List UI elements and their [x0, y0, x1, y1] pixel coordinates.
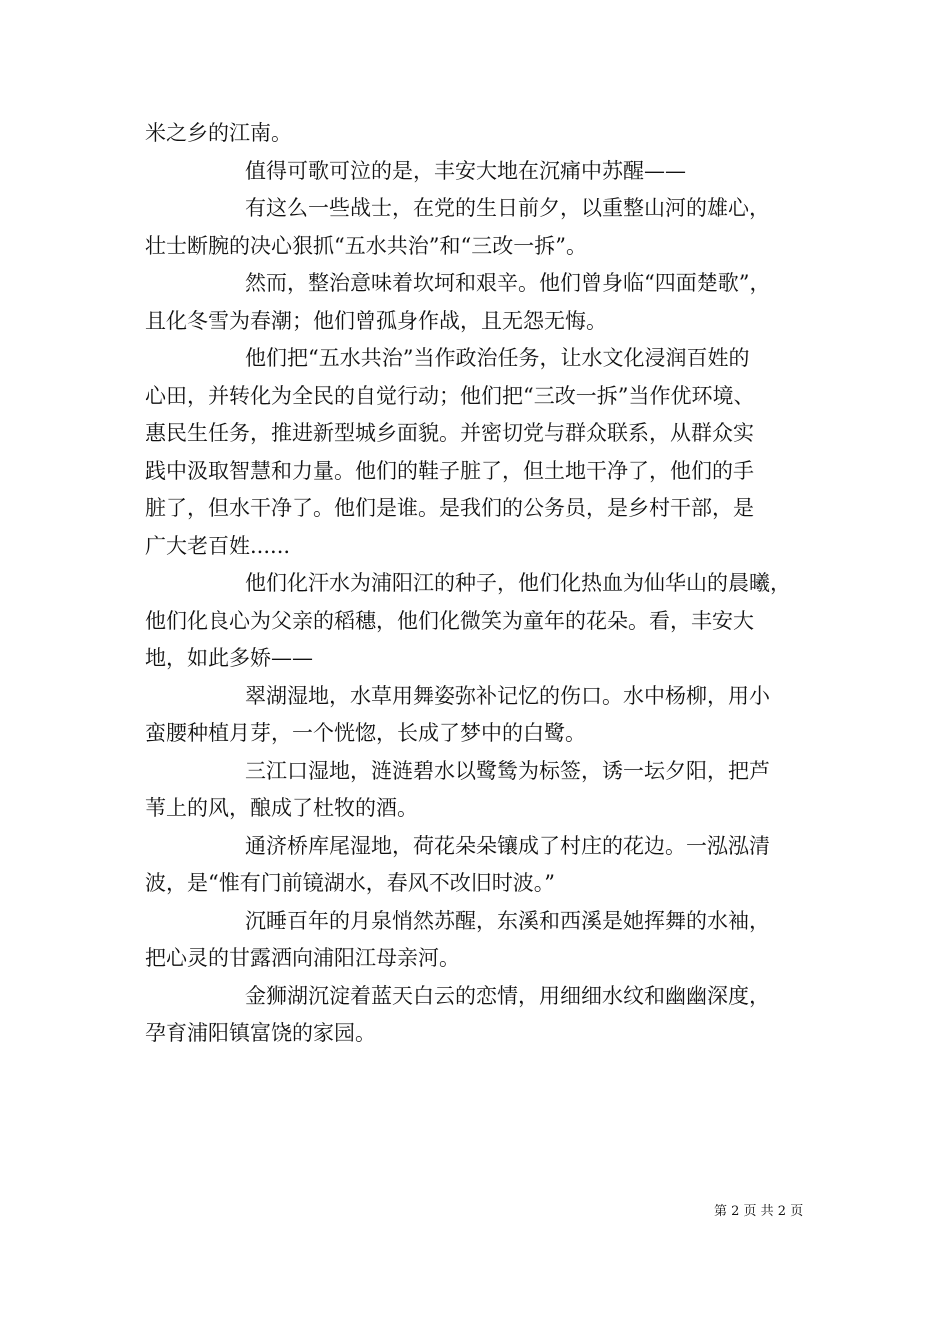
text-line: 广大老百姓...... [145, 533, 291, 558]
text-line: 践中汲取智慧和力量。他们的鞋子脏了，但土地干净了，他们的手 [145, 458, 754, 483]
text-line: 有这么一些战士，在党的生日前夕，以重整山河的雄心， [245, 196, 770, 220]
text-line: 壮士断腕的决心狠抓“五水共治”和“三改一拆”。 [145, 233, 587, 258]
text-line: 沉睡百年的月泉悄然苏醒，东溪和西溪是她挥舞的水袖， [245, 908, 770, 933]
text-line: 金狮湖沉淀着蓝天白云的恋情，用细细水纹和幽幽深度， [245, 983, 770, 1008]
text-line: 惠民生任务，推进新型城乡面貌。并密切党与群众联系，从群众实 [145, 421, 754, 445]
text-line: 值得可歌可泣的是，丰安大地在沉痛中苏醒—— [245, 158, 686, 183]
text-line: 通济桥库尾湿地，荷花朵朵镶成了村庄的花边。一泓泓清 [245, 833, 770, 858]
page-number-footer: 第 2 页 共 2 页 [714, 1204, 804, 1219]
text-line: 地，如此多娇—— [145, 646, 313, 670]
text-line: 三江口湿地，涟涟碧水以鹭鸶为标签，诱一坛夕阳，把芦 [245, 758, 770, 783]
text-line: 把心灵的甘露洒向浦阳江母亲河。 [145, 946, 460, 970]
text-line: 孕育浦阳镇富饶的家园。 [145, 1021, 376, 1045]
document-body [145, 115, 810, 1053]
text-line: 波，是“惟有门前镜湖水，春风不改旧时波。” [145, 871, 555, 895]
text-line: 苇上的风，酿成了杜牧的酒。 [145, 796, 418, 820]
text-line: 他们把“五水共治”当作政治任务，让水文化浸润百姓的 [245, 346, 750, 370]
text-line: 且化冬雪为春潮；他们曾孤身作战，且无怨无悔。 [145, 308, 607, 333]
text-line: 米之乡的江南。 [145, 121, 292, 145]
text-line: 蛮腰种植月芽，一个恍惚，长成了梦中的白鹭。 [145, 721, 586, 745]
text-line: 脏了，但水干净了。他们是谁。是我们的公务员，是乡村干部，是 [145, 496, 754, 520]
text-line: 然而，整治意味着坎坷和艰辛。他们曾身临“四面楚歌”， [245, 271, 771, 295]
text-line: 翠湖湿地，水草用舞姿弥补记忆的伤口。水中杨柳，用小 [245, 683, 770, 708]
text-line: 他们化良心为父亲的稻穗，他们化微笑为童年的花朵。看，丰安大 [145, 608, 754, 633]
text-line: 他们化汗水为浦阳江的种子，他们化热血为仙华山的晨曦， [245, 571, 791, 595]
text-line: 心田，并转化为全民的自觉行动；他们把“三改一拆”当作优环境、 [145, 383, 755, 408]
